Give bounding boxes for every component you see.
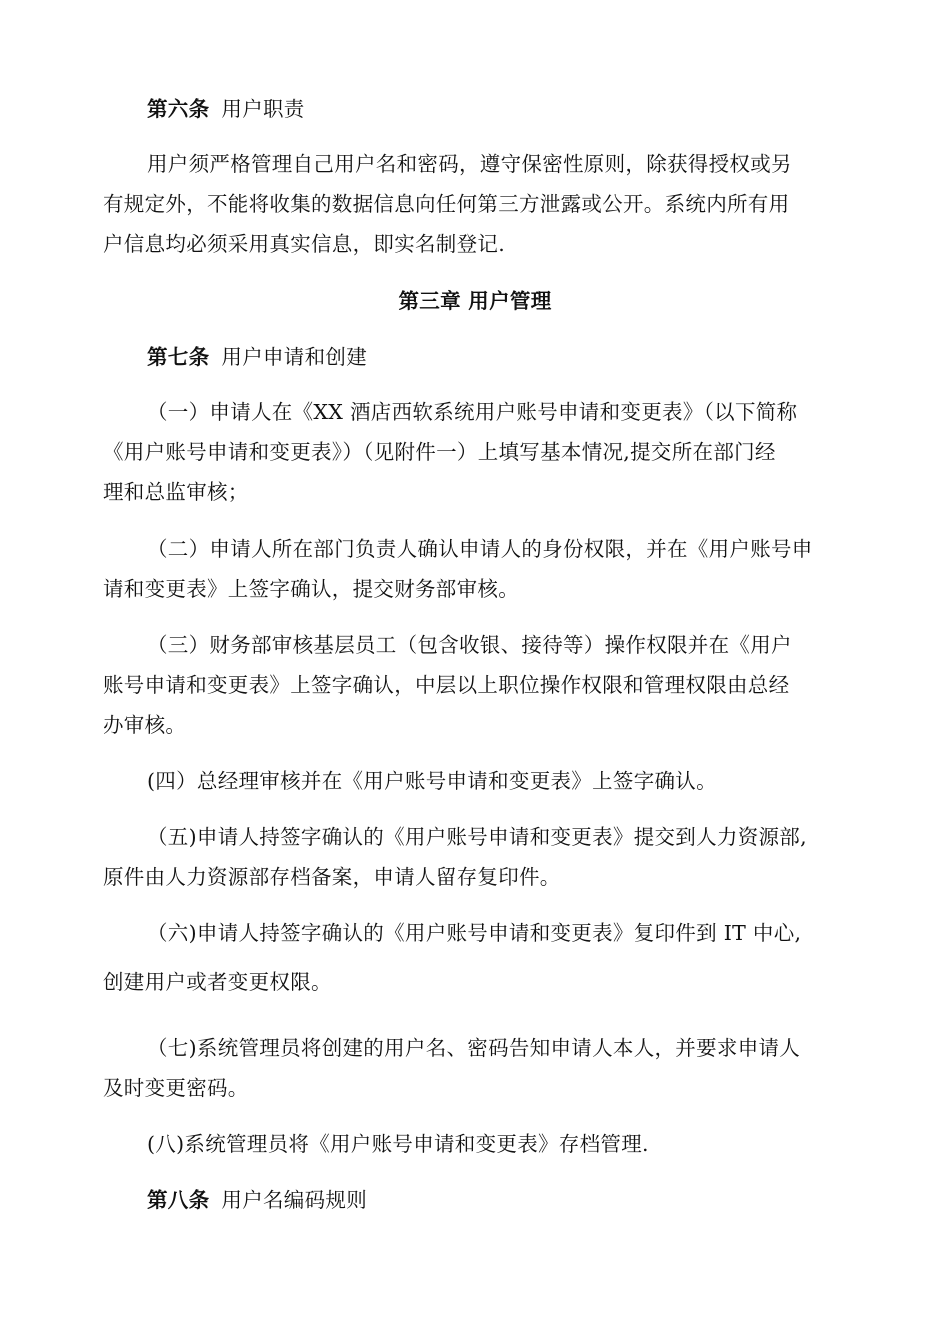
clause-line: 账号申请和变更表》上签字确认，中层以上职位操作权限和管理权限由总经 — [103, 673, 790, 697]
clause-line: 请和变更表》上签字确认，提交财务部审核。 — [103, 577, 519, 601]
article-8-label: 第八条 — [147, 1188, 210, 1212]
article-8-title: 用户名编码规则 — [221, 1188, 368, 1212]
article-7-title: 用户申请和创建 — [221, 345, 368, 369]
clause-line: （三）财务部审核基层员工（包含收银、接待等）操作权限并在《用户 — [147, 633, 792, 657]
clause-line: （一）申请人在《XX 酒店西软系统用户账号申请和变更表》（以下简称 — [147, 400, 798, 424]
article-6-line: 用户须严格管理自己用户名和密码，遵守保密性原则，除获得授权或另 — [147, 152, 792, 176]
clause-line: （五)申请人持签字确认的《用户账号申请和变更表》提交到人力资源部, — [147, 825, 807, 849]
clause-line: （二）申请人所在部门负责人确认申请人的身份权限，并在《用户账号申 — [147, 537, 813, 561]
article-6-line: 户信息均必须采用真实信息，即实名制登记. — [103, 232, 506, 256]
chapter-heading: 第三章 用户管理 — [398, 289, 552, 313]
clause-line: （七)系统管理员将创建的用户名、密码告知申请人本人，并要求申请人 — [147, 1036, 801, 1060]
article-8-heading — [147, 1186, 907, 1214]
clause-line: (四）总经理审核并在《用户账号申请和变更表》上签字确认。 — [147, 769, 717, 793]
clause-line: 理和总监审核； — [103, 480, 249, 504]
clause-line: 原件由人力资源部存档备案，申请人留存复印件。 — [103, 865, 561, 889]
article-7-label: 第七条 — [147, 345, 210, 369]
clause-line: 创建用户或者变更权限。 — [103, 970, 332, 994]
clause-line: (八)系统管理员将《用户账号申请和变更表》存档管理. — [147, 1132, 649, 1156]
article-6-label: 第六条 — [147, 97, 210, 121]
article-6-heading — [147, 95, 907, 123]
clause-line: 《用户账号申请和变更表》）（见附件一）上填写基本情况,提交所在部门经 — [103, 440, 776, 464]
article-6-line: 有规定外，不能将收集的数据信息向任何第三方泄露或公开。系统内所有用 — [103, 192, 790, 216]
article-7-heading — [147, 343, 907, 371]
clause-line: 及时变更密码。 — [103, 1076, 249, 1100]
article-6-title: 用户职责 — [221, 97, 305, 121]
clause-line: 办审核。 — [103, 713, 187, 737]
clause-line: （六)申请人持签字确认的《用户账号申请和变更表》复印件到 IT 中心, — [147, 921, 802, 945]
